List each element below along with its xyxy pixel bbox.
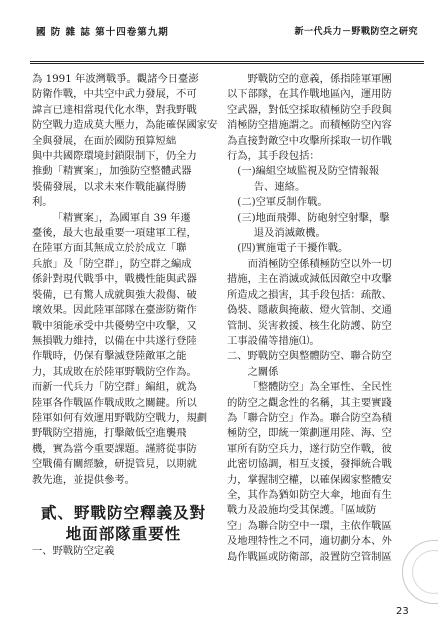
paragraph-4: 而消極防空係積極防空以外一切 措施，主在消滅或減低因敵空中攻擊 所造成之損害，其手段包括：疏散、 偽裝、隱蔽與掩蔽、燈火管制、交通 管制、災害救援、核生化防護、防空 工事設備等措施⑴。 [227, 257, 392, 347]
paragraph-1: 為 1991 年波灣戰爭。觀諸今日臺澎 防衛作戰，中共空中武力發展，不可 諱言已達相當現代化水準，對我野戰 防空戰力造成莫大壓力，為能確保國家安 全與發展，在面於國防預算短絀 與中共國際環境封鎖限制下，仍全力 推動「精實案」，加強防空整體武器 裝備發展，以求未來作戰能贏得勝 利。 [32, 73, 218, 209]
running-header [30, 10, 424, 36]
means-list: (一)編組空域監視及防空情報報 告、連絡。 (二)空軍反制作戰。 (三)地面飛彈、防砲射空射擊，擊 退及消滅敵機。 (四)實施電子干擾作戰。 [237, 165, 390, 255]
section-heading: 貳、野戰防空釋義及對 地面部隊重要性 [40, 502, 206, 543]
page-number: 23 [396, 606, 409, 617]
paragraph-2: 「精實案」，為國軍自 39 年遷 臺後，最大也最重要一項建軍工程， 在陸軍方面其無成立於於成立「聯 兵旅」及「防空群」，防空群之編成 係針對現代戰爭中，戰機性能與武器 裝備，已有驚人成就與強大殺傷、破 壞效果。因此陸軍部隊在臺澎防衛作 戰中須能承受中共優勢空中攻擊，又 無損戰力維持，以備在中共遂行登陸 作戰時，仍保有擊滅登陸敵軍之能 力，其成敗在於陸軍野戰防空作為。 而新一代兵力「防空群」編組，就為 陸軍各作戰區作戰成敗之關鍵。所以 陸軍如何有效運用野戰防空戰力，規劃 野戰防空措施，打擊敵低空進襲飛 機，實為當今重要課題。謹將從事防 空戰備有關經驗，研提管見，以期就 教先進，並提供參考。 [32, 211, 208, 486]
header-rule [30, 61, 424, 62]
subsection-heading-2: 二、野戰防空與整體防空、聯合防空 之關係 [227, 350, 392, 378]
left-column [32, 72, 218, 559]
article-title: 新一代兵力－野戰防空之研究 [294, 27, 418, 37]
header-rule-thin [30, 63, 424, 64]
subsection-heading: 一、野戰防空定義 [32, 544, 115, 557]
journal-title: 國 防 雜 誌 第十四卷第九期 [36, 27, 169, 38]
paragraph-3: 野戰防空的意義，係指陸軍軍團 以下部隊，在其作戰地區內，運用防 空武器，對低空採取積極防空手段與 消極防空措施謂之。而積極防空內容 為直接對敵空中攻擊所採取一切作戰 行為，其手段包括： [227, 73, 392, 163]
paragraph-5: 「整體防空」為全軍性、全民性 的防空之觀念性的名稱，其主要實踐 為「聯合防空」作為。聯合防空為積 極防空，即統一策劃運用陸、海、空 軍所有防空兵力，遂行防空作戰，彼 此密切協調，相互支援，發揮統合戰 力，掌握制空權，以確保國家整體安 全，其作為猶如防空大傘，地面有生 戰力及設施均受其保護。「區域防 空」為聯合防空中一環，主依作戰區 及地理特性之不同，適切劃分本、外 島作戰區或防衛部，設置防空管制區 [227, 381, 392, 563]
right-column [227, 72, 415, 565]
